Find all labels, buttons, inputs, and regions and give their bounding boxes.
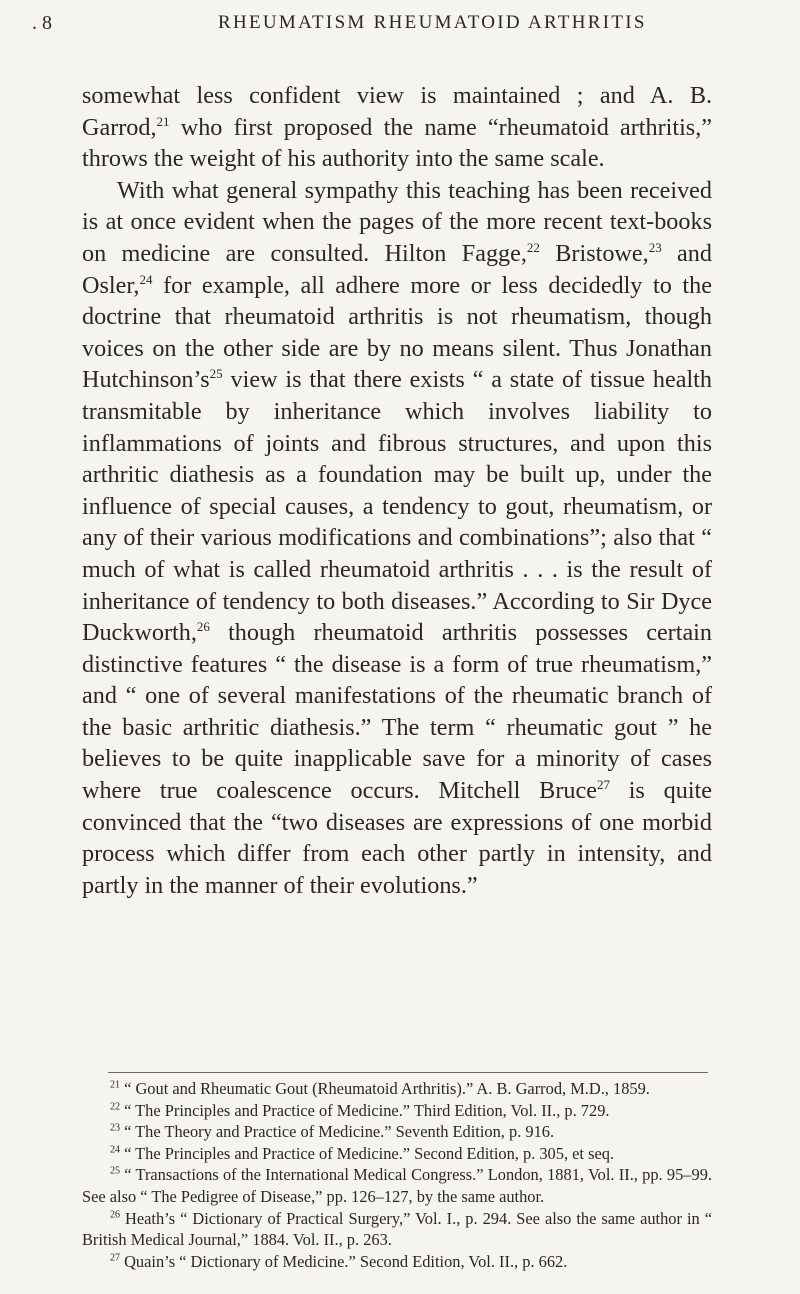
footnote-ref: 27 bbox=[596, 777, 610, 792]
footnote-number: 25 bbox=[110, 1165, 120, 1177]
footnote-text: Heath’s “ Dictionary of Practical Surgery,” Vol. I., p. 294. See also the same author in “ British Medical Journal,” 1884. Vol. II., p. 263. bbox=[82, 1208, 712, 1250]
footnote-text: “ Gout and Rheumatic Gout (Rheumatoid Arthritis).” A. B. Garrod, M.D., 1859. bbox=[120, 1079, 650, 1098]
footnote-rule bbox=[108, 1072, 708, 1073]
paragraph bbox=[82, 80, 712, 175]
footnote-ref: 24 bbox=[139, 271, 153, 287]
footnote bbox=[82, 1078, 712, 1100]
footnote-text: “ The Principles and Practice of Medicine.” Second Edition, p. 305, et seq. bbox=[120, 1143, 615, 1163]
footnote-ref: 22 bbox=[526, 239, 540, 255]
footnote-text: “ The Principles and Practice of Medicine.” Third Edition, Vol. II., p. 729. bbox=[120, 1100, 610, 1120]
text-run: somewhat less confident view is maintained ; and A. B. Garrod, bbox=[82, 82, 712, 141]
footnote bbox=[82, 1121, 712, 1143]
footnote bbox=[82, 1164, 712, 1207]
text-run: view is that there exists “ a state of tissue health transmitable by inheritance which involves liability to inflammations of joints and fibrous structures, and upon this arthritic diathesis as a foundation may be built up, under the influence of special causes, a tendency to gout, rheumatism, or any of their various modifications and combinations”; also that “ much of what is called rheumatoid arthritis . . . is the result of inheritance of tendency to both diseases.” According to Sir Dyce Duckworth, bbox=[82, 366, 712, 647]
footnote-number: 26 bbox=[110, 1209, 120, 1221]
footnote-ref: 23 bbox=[648, 239, 662, 255]
text-run: and Osler, bbox=[82, 239, 712, 299]
footnote bbox=[82, 1143, 712, 1165]
footnote bbox=[82, 1100, 712, 1122]
text-run: With what general sympathy this teaching has been received is at once evident when the pages of the more recent text-books on medicine are consulted. Hilton Fagge, bbox=[82, 176, 712, 267]
running-head-title: RHEUMATISM RHEUMATOID ARTHRITIS bbox=[218, 12, 647, 33]
paragraph bbox=[82, 175, 712, 902]
footnotes bbox=[82, 1078, 712, 1272]
running-head bbox=[0, 12, 800, 42]
footnote-number: 23 bbox=[110, 1122, 120, 1134]
footnote-ref: 25 bbox=[209, 366, 223, 382]
footnote bbox=[82, 1208, 712, 1251]
footnote-ref: 26 bbox=[196, 619, 210, 635]
text-run: Bristowe, bbox=[539, 239, 649, 267]
body-text bbox=[82, 80, 712, 901]
text-run: though rheumatoid arthritis possesses certain distinctive features “ the disease is a form of true rheumatism,” and “ one of several manifestations of the rheumatic branch of the basic arthritic diathesis.” The term “ rheumatic gout ” he believes to be quite inapplicable save for a minority of cases where true coalescence occurs. Mitchell Bruce bbox=[82, 619, 712, 805]
page-number: . 8 bbox=[32, 12, 52, 34]
footnote-text: “ Transactions of the International Medical Congress.” London, 1881, Vol. II., pp. 95–99. See also “ The Pedigree of Disease,” pp. 126–127, by the same author. bbox=[82, 1165, 712, 1206]
footnote-ref: 21 bbox=[156, 113, 170, 129]
text-run: who first proposed the name “rheumatoid arthritis,” throws the weight of his authority into the same scale. bbox=[82, 113, 712, 173]
footnote-number: 22 bbox=[110, 1101, 120, 1113]
text-run: for example, all adhere more or less decidedly to the doctrine that rheumatoid arthritis is not rheumatism, though voices on the other side are by no means silent. Thus Jonathan Hutchinson’s bbox=[82, 271, 712, 394]
text-run: is quite convinced that the “two diseases are expressions of one morbid process which differ from each other partly in intensity, and partly in the manner of their evolutions.” bbox=[82, 777, 712, 899]
footnote-text: “ The Theory and Practice of Medicine.” Seventh Edition, p. 916. bbox=[120, 1122, 555, 1142]
footnote-number: 21 bbox=[110, 1079, 120, 1091]
footnote-number: 27 bbox=[110, 1252, 120, 1264]
footnote bbox=[82, 1251, 712, 1273]
footnote-text: Quain’s “ Dictionary of Medicine.” Second Edition, Vol. II., p. 662. bbox=[120, 1251, 568, 1271]
footnote-number: 24 bbox=[110, 1144, 120, 1156]
